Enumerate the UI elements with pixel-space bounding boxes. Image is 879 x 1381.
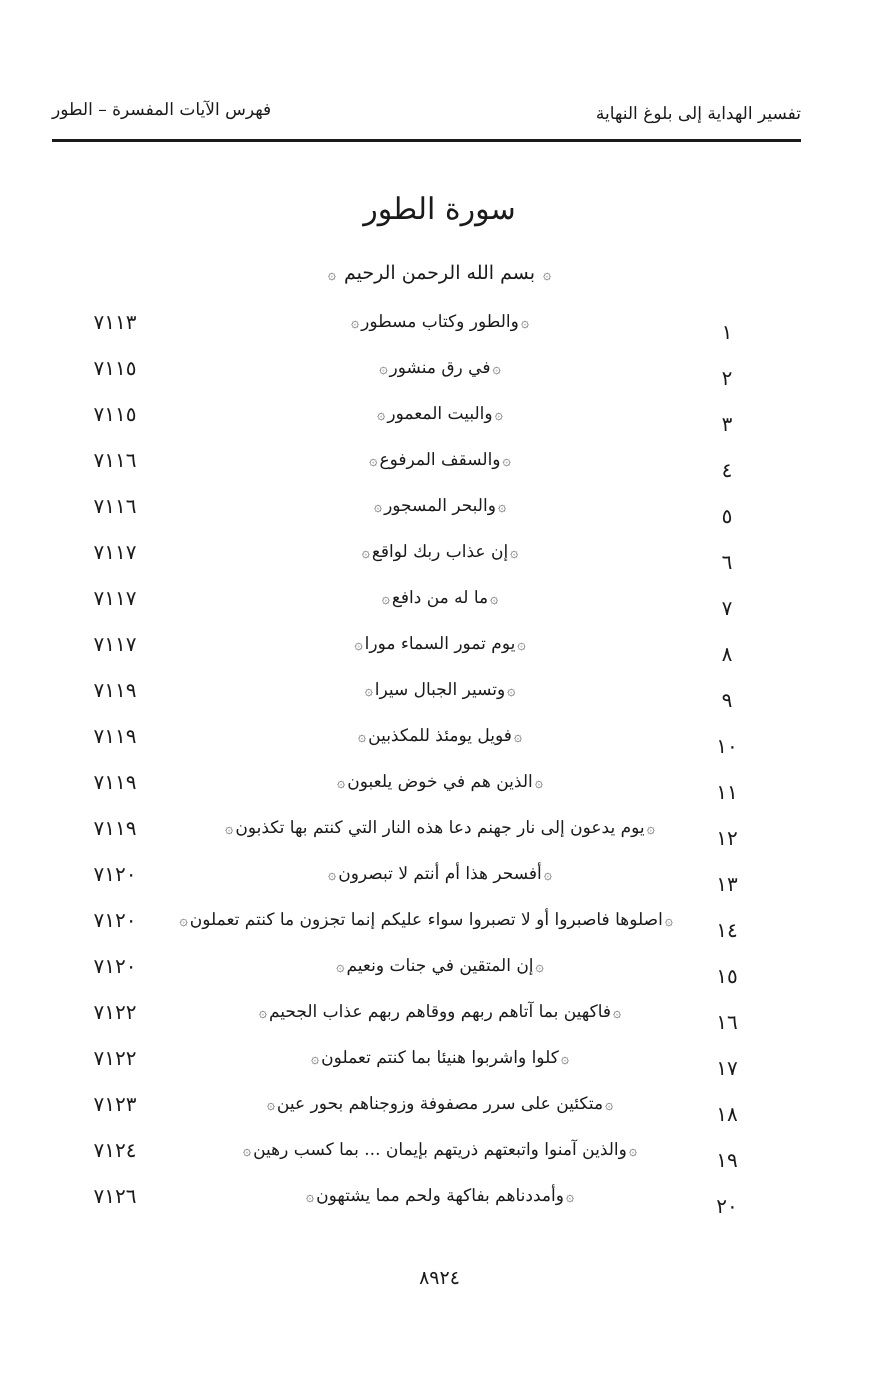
verse-row: [0, 810, 879, 856]
ornament-icon: ۞: [646, 821, 655, 837]
verse-words: والذين آمنوا واتبعتهم ذريتهم بإيمان ... بما كسب رهين: [253, 1140, 627, 1160]
ornament-icon: ۞: [266, 1097, 275, 1113]
ornament-icon: ۞: [543, 867, 552, 883]
verse-text: [205, 864, 675, 884]
ornament-icon: ۞: [336, 959, 345, 975]
ornament-icon: ۞: [520, 315, 530, 331]
ornament-icon: ۞: [350, 315, 360, 331]
ornament-icon: ۞: [381, 591, 390, 607]
basmala: [0, 262, 879, 284]
verse-row: [0, 1086, 879, 1132]
ornament-icon: ۞: [534, 775, 543, 791]
verse-row: [0, 396, 879, 442]
verse-row: [0, 1178, 879, 1224]
verse-text: [205, 542, 675, 562]
verse-number: ١: [721, 320, 733, 344]
verse-text: [205, 772, 675, 792]
verse-words: اصلوها فاصبروا أو لا تصبروا سواء عليكم إنما تجزون ما كنتم تعملون: [189, 910, 663, 930]
ornament-icon: ۞: [513, 729, 523, 745]
verse-words: يوم يدعون إلى نار جهنم دعا هذه النار التي كنتم بها تكذبون: [235, 818, 645, 838]
page-reference: ٧١١٧: [93, 540, 137, 564]
verse-words: وأمددناهم بفاكهة ولحم مما يشتهون: [316, 1186, 564, 1206]
verse-text: [205, 1140, 675, 1160]
ornament-icon: ۞: [328, 867, 337, 883]
verse-number: ١٩: [716, 1148, 738, 1172]
ornament-icon: ۞: [507, 683, 516, 699]
ornament-icon: ۞: [535, 959, 544, 975]
page-reference: ٧١٢٣: [93, 1092, 137, 1116]
ornament-icon: ۞: [364, 683, 373, 699]
page-reference: ٧١١٥: [93, 402, 137, 426]
verse-row: [0, 626, 879, 672]
ornament-icon: ۞: [494, 407, 503, 423]
verse-text: [205, 634, 675, 654]
verse-number: ٦: [721, 550, 733, 574]
verse-row: [0, 1132, 879, 1178]
ornament-icon: ۞: [310, 1051, 320, 1067]
ornament-icon: ۞: [497, 499, 507, 515]
verse-row: [0, 856, 879, 902]
verse-row: [0, 764, 879, 810]
ornament-icon: ۞: [502, 453, 511, 469]
verse-words: وتسير الجبال سيرا: [374, 680, 506, 700]
verse-text: [205, 1002, 675, 1022]
verse-row: [0, 488, 879, 534]
ornament-icon: ۞: [179, 913, 188, 929]
ornament-icon: ۞: [373, 499, 383, 515]
verse-number: ١١: [716, 780, 738, 804]
ornament-icon: ۞: [565, 1189, 575, 1205]
page-reference: ٧١٢٠: [93, 908, 137, 932]
verse-row: [0, 534, 879, 580]
verse-words: فويل يومئذ للمكذبين: [368, 726, 512, 746]
verse-words: الذين هم في خوض يلعبون: [347, 772, 533, 792]
verse-words: فاكهين بما آتاهم ربهم ووقاهم ربهم عذاب الجحيم: [268, 1002, 612, 1022]
verse-row: [0, 442, 879, 488]
verse-text: [179, 910, 675, 930]
verse-row: [0, 350, 879, 396]
page-reference: ٧١١٩: [93, 678, 137, 702]
page-reference: ٧١٢٤: [93, 1138, 137, 1162]
page-reference: ٧١٢٠: [93, 954, 137, 978]
page-reference: ٧١١٦: [93, 448, 137, 472]
ornament-icon: ۞: [510, 545, 519, 561]
ornament-icon: ۞: [543, 267, 552, 283]
ornament-icon: ۞: [242, 1143, 252, 1159]
ornament-icon: ۞: [305, 1189, 315, 1205]
verse-row: [0, 1040, 879, 1086]
verse-words: والسقف المرفوع: [379, 450, 501, 470]
page-reference: ٧١١٩: [93, 770, 137, 794]
verse-index-list: [0, 304, 879, 1224]
verse-number: ١٣: [716, 872, 738, 896]
ornament-icon: ۞: [560, 1051, 570, 1067]
ornament-icon: ۞: [337, 775, 346, 791]
verse-text: [205, 818, 675, 838]
verse-words: كلوا واشربوا هنيئا بما كنتم تعملون: [321, 1048, 559, 1068]
ornament-icon: ۞: [628, 1143, 638, 1159]
verse-words: ما له من دافع: [391, 588, 489, 608]
page-reference: ٧١١٧: [93, 632, 137, 656]
verse-words: في رق منشور: [389, 358, 491, 378]
page-reference: ٧١١٦: [93, 494, 137, 518]
verse-number: ٢: [721, 366, 733, 390]
page-reference: ٧١١٩: [93, 724, 137, 748]
page-reference: ٧١١٩: [93, 816, 137, 840]
ornament-icon: ۞: [361, 545, 370, 561]
verse-text: [205, 450, 675, 470]
verse-number: ٤: [721, 458, 733, 482]
verse-number: ١٥: [716, 964, 738, 988]
ornament-icon: ۞: [490, 591, 499, 607]
verse-words: والطور وكتاب مسطور: [361, 312, 519, 332]
ornament-icon: ۞: [605, 1097, 614, 1113]
page-reference: ٧١١٣: [93, 310, 137, 334]
page-reference: ٧١٢٢: [93, 1046, 137, 1070]
verse-row: [0, 304, 879, 350]
ornament-icon: ۞: [379, 361, 388, 377]
ornament-icon: ۞: [613, 1005, 622, 1021]
verse-number: ١٠: [716, 734, 738, 758]
ornament-icon: ۞: [492, 361, 501, 377]
surah-title: سورة الطور: [363, 192, 516, 227]
basmala-text: بسم الله الرحمن الرحيم: [344, 262, 535, 284]
verse-text: [205, 588, 675, 608]
verse-text: [205, 404, 675, 424]
verse-number: ٩: [721, 688, 733, 712]
ornament-icon: ۞: [369, 453, 378, 469]
verse-row: [0, 672, 879, 718]
ornament-icon: ۞: [354, 637, 363, 653]
section-title: فهرس الآيات المفسرة – الطور: [52, 100, 272, 120]
verse-number: ١٤: [716, 918, 738, 942]
verse-words: والبحر المسجور: [384, 496, 496, 516]
verse-row: [0, 948, 879, 994]
book-title: تفسير الهداية إلى بلوغ النهاية: [595, 104, 801, 124]
verse-number: ١٨: [716, 1102, 738, 1126]
verse-number: ٨: [721, 642, 733, 666]
verse-row: [0, 580, 879, 626]
verse-text: [205, 1186, 675, 1206]
ornament-icon: ۞: [258, 1005, 267, 1021]
verse-number: ٣: [721, 412, 733, 436]
verse-number: ٢٠: [716, 1194, 738, 1218]
page-reference: ٧١١٥: [93, 356, 137, 380]
verse-number: ٧: [721, 596, 733, 620]
ornament-icon: ۞: [664, 913, 673, 929]
ornament-icon: ۞: [357, 729, 367, 745]
verse-words: يوم تمور السماء مورا: [364, 634, 516, 654]
verse-words: أفسحر هذا أم أنتم لا تبصرون: [338, 864, 542, 884]
verse-text: [205, 1094, 675, 1114]
page-reference: ٧١٢٢: [93, 1000, 137, 1024]
verse-row: [0, 902, 879, 948]
header-rule: [52, 139, 801, 142]
verse-number: ٥: [721, 504, 733, 528]
verse-number: ١٧: [716, 1056, 738, 1080]
verse-text: [205, 726, 675, 746]
verse-number: ١٦: [716, 1010, 738, 1034]
verse-words: والبيت المعمور: [387, 404, 493, 424]
verse-text: [205, 312, 675, 332]
ornament-icon: ۞: [517, 637, 526, 653]
page-header: [52, 96, 801, 142]
verse-number: ١٢: [716, 826, 738, 850]
ornament-icon: ۞: [327, 267, 336, 283]
verse-text: [205, 1048, 675, 1068]
page-number: ٨٩٢٤: [419, 1267, 460, 1289]
verse-words: إن المتقين في جنات ونعيم: [346, 956, 534, 976]
ornament-icon: ۞: [225, 821, 234, 837]
verse-text: [205, 956, 675, 976]
verse-text: [205, 680, 675, 700]
page-reference: ٧١١٧: [93, 586, 137, 610]
verse-words: إن عذاب ربك لواقع: [371, 542, 509, 562]
page-reference: ٧١٢٦: [93, 1184, 137, 1208]
verse-row: [0, 718, 879, 764]
verse-row: [0, 994, 879, 1040]
verse-text: [205, 358, 675, 378]
verse-words: متكئين على سرر مصفوفة وزوجناهم بحور عين: [276, 1094, 604, 1114]
ornament-icon: ۞: [377, 407, 386, 423]
verse-text: [205, 496, 675, 516]
page-reference: ٧١٢٠: [93, 862, 137, 886]
